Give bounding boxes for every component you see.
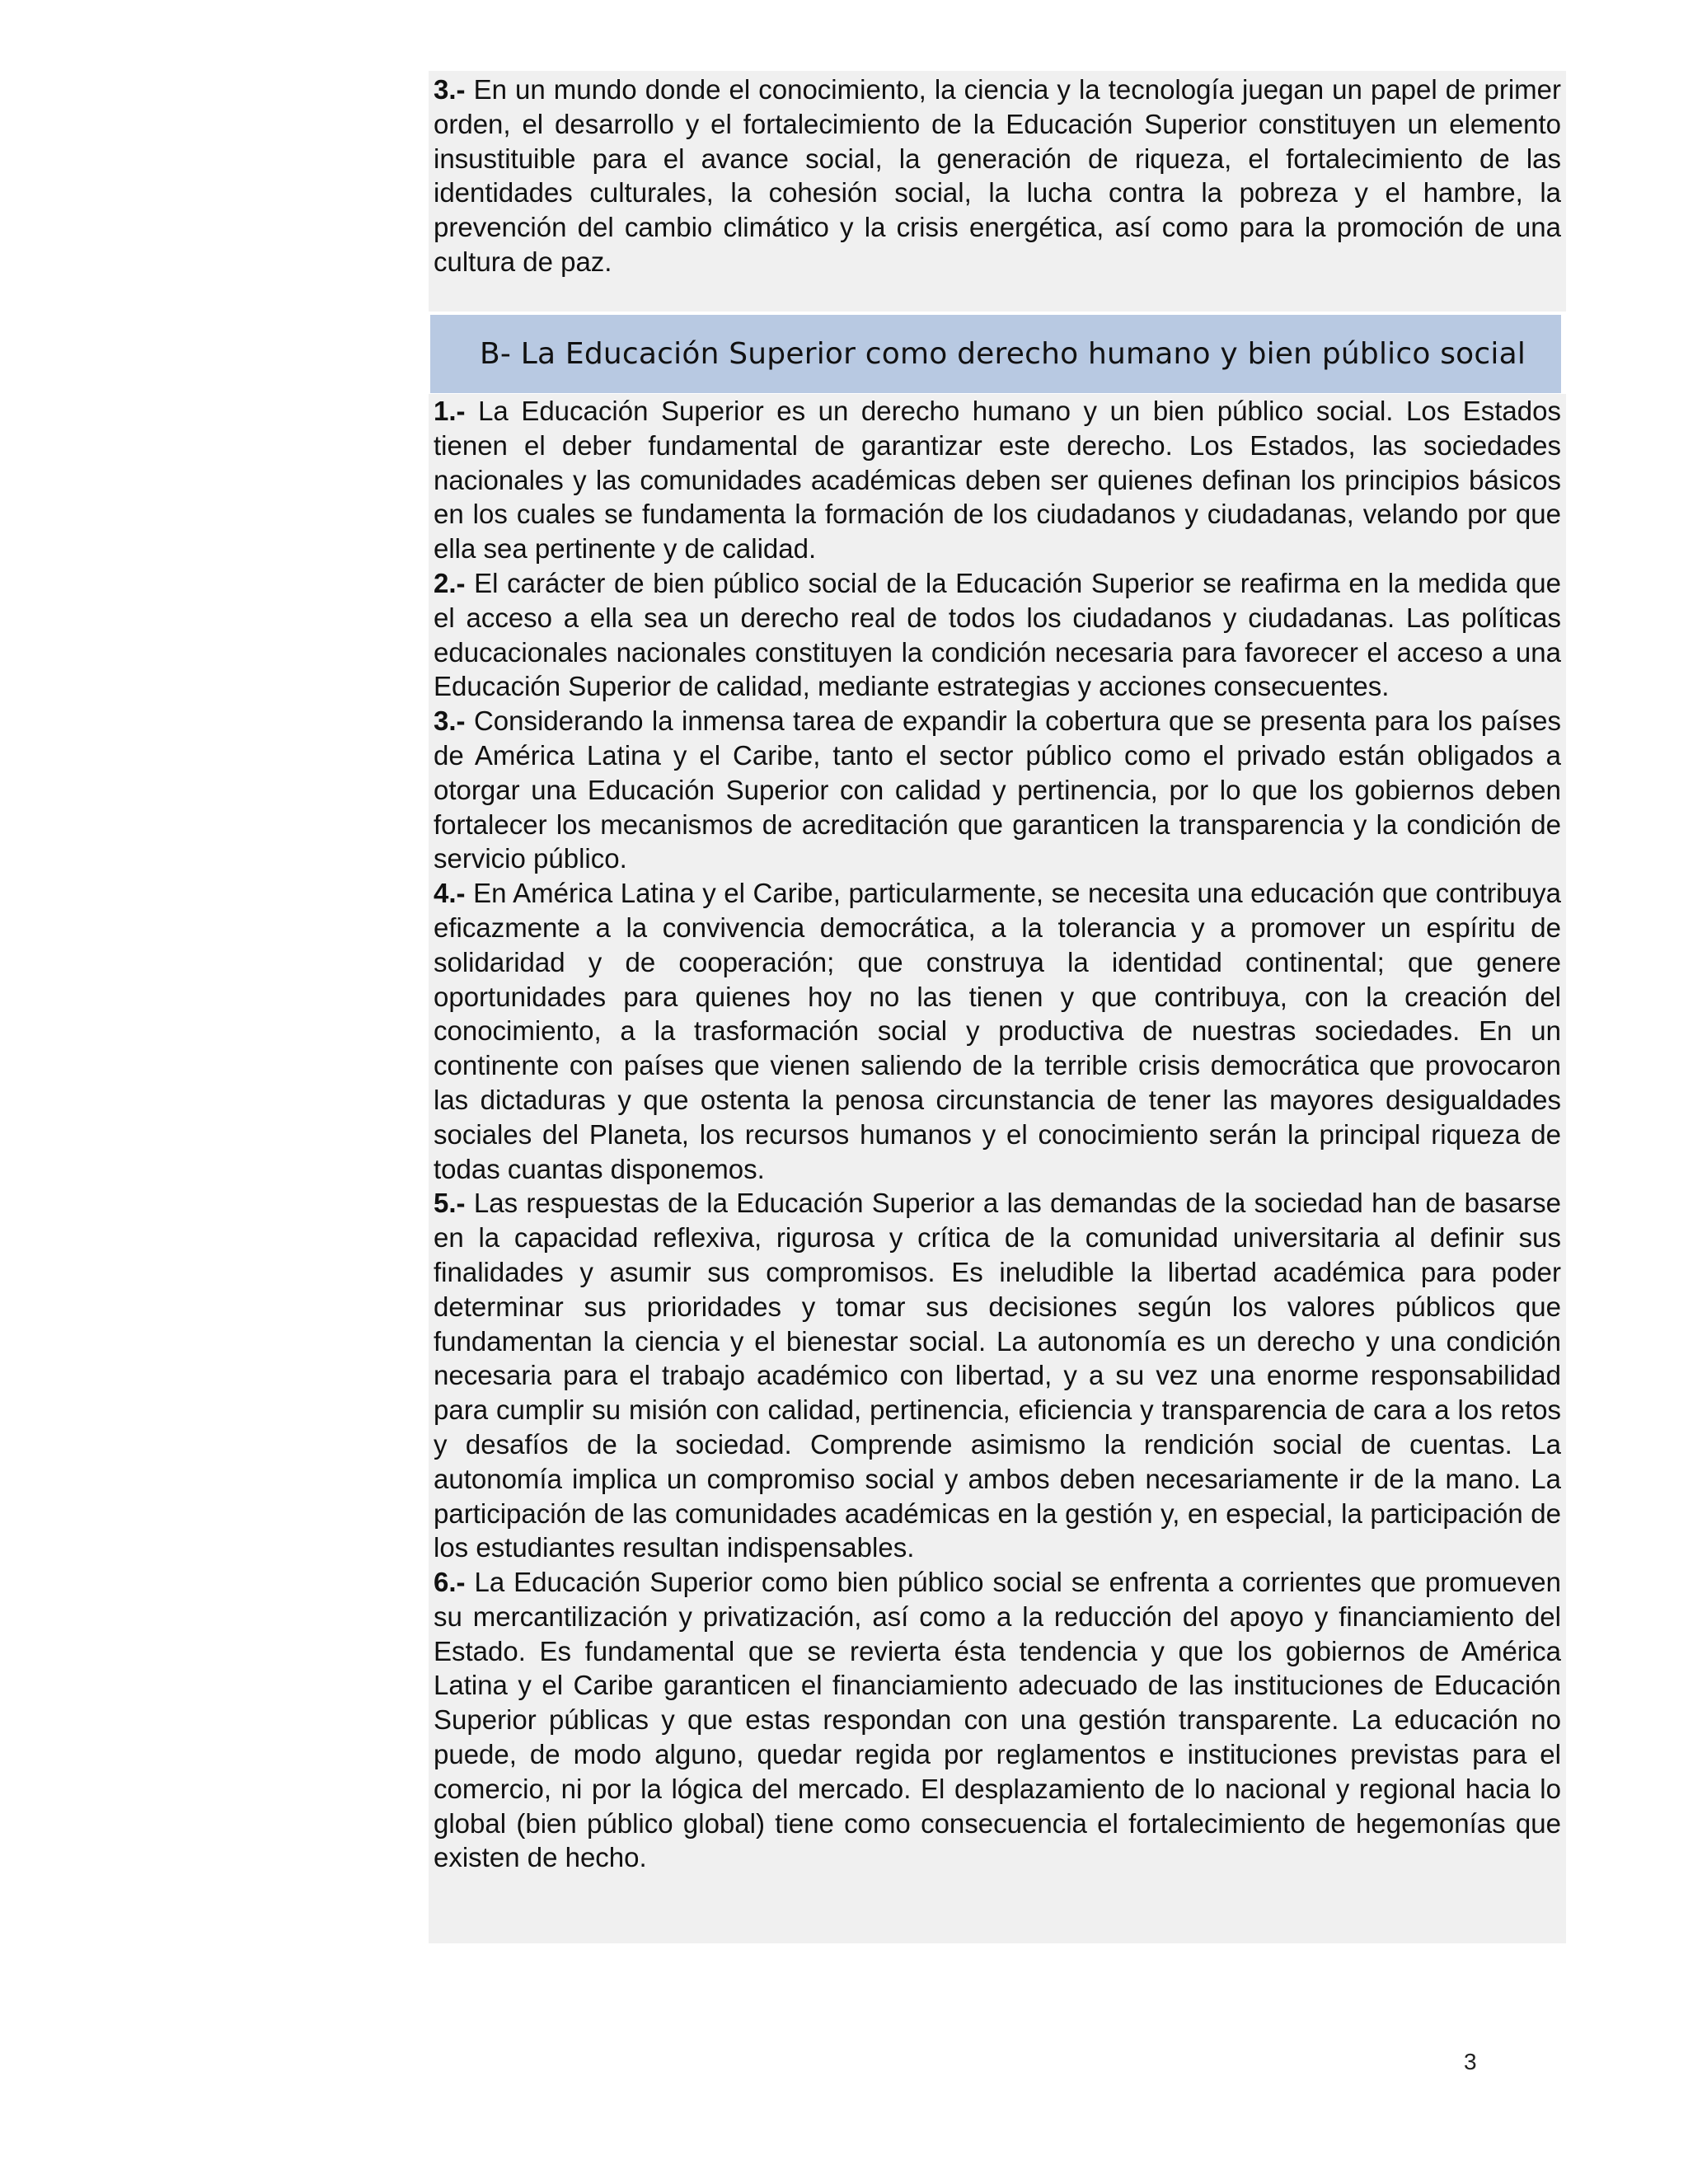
paragraph-number: 1.-: [434, 396, 466, 426]
paragraph-a3: [434, 73, 1561, 279]
paragraph-b2: [434, 566, 1561, 704]
page-number: 3: [1464, 2049, 1477, 2074]
paragraph-number: 5.-: [434, 1188, 466, 1219]
paragraph-number: 3.-: [434, 705, 466, 737]
paragraph-b6: [434, 1565, 1561, 1875]
paragraph-b4: [434, 876, 1561, 1186]
section-body: [429, 394, 1566, 1943]
paragraph-text: El carácter de bien público social de la Educación Superior se reafirma en la medida que el acceso a ella sea un derecho real de todos los ciudadanos y ciudadanas. Las políticas educacionales nacionales constituyen la condición necesaria para favorecer el acceso a una Educación Superior de calidad, mediante estrategias y acciones consecuentes.: [434, 567, 1561, 702]
paragraph-text: Considerando la inmensa tarea de expandir la cobertura que se presenta para los países de América Latina y el Caribe, tanto el sector público como el privado están obligados a otorgar una Educación Superior con calidad y pertinencia, por lo que los gobiernos deben fortalecer los mecanismos de acreditación que garanticen la transparencia y la condición de servicio público.: [434, 705, 1561, 874]
paragraph-text: La Educación Superior es un derecho humano y un bien público social. Los Estados tienen el deber fundamental de garantizar este derecho. Los Estados, las sociedades nacionales y las comunidades académicas deben ser quienes definan los principios básicos en los cuales se fundamenta la formación de los ciudadanos y ciudadanas, velando por que ella sea pertinente y de calidad.: [434, 396, 1561, 565]
paragraph-number: 6.-: [434, 1567, 466, 1598]
paragraph-b3: [434, 704, 1561, 876]
paragraph-number: 2.-: [434, 567, 466, 598]
section-heading: B- La Educación Superior como derecho humano y bien público social: [480, 337, 1526, 371]
paragraph-text: En un mundo donde el conocimiento, la ciencia y la tecnología juegan un papel de primer orden, el desarrollo y el fortalecimiento de la Educación Superior constituyen un elemento insustituible para el avance social, la generación de riqueza, el fortalecimiento de las identidades culturales, la cohesión social, la lucha contra la pobreza y el hambre, la prevención del cambio climático y la crisis energética, así como para la promoción de una cultura de paz.: [434, 74, 1561, 277]
paragraph-text: Las respuestas de la Educación Superior a las demandas de la sociedad han de basarse en la capacidad reflexiva, rigurosa y crítica de la comunidad universitaria al definir sus finalidades y asumir sus compromisos. Es ineludible la libertad académica para poder determinar sus prioridades y tomar sus decisiones según los valores públicos que fundamentan la ciencia y el bienestar social. La autonomía es un derecho y una condición necesaria para el trabajo académico con libertad, y a su vez una enorme responsabilidad para cumplir su misión con calidad, pertinencia, eficiencia y transparencia de cara a los retos y desafíos de la sociedad. Comprende asimismo la rendición social de cuentas. La autonomía implica un compromiso social y ambos deben necesariamente ir de la mano. La participación de las comunidades académicas en la gestión y, en especial, la participación de los estudiantes resultan indispensables.: [434, 1188, 1561, 1563]
paragraph-text: La Educación Superior como bien público social se enfrenta a corrientes que promueven su mercantilización y privatización, así como a la reducción del apoyo y financiamiento del Estado. Es fundamental que se revierta ésta tendencia y que los gobiernos de América Latina y el Caribe garanticen el financiamiento adecuado de las instituciones de Educación Superior públicas y que estas respondan con una gestión transparente. La educación no puede, de modo alguno, quedar regida por reglamentos e instituciones previstas para el comercio, ni por la lógica del mercado. El desplazamiento de lo nacional y regional hacia lo global (bien público global) tiene como consecuencia el fortalecimiento de hegemonías que existen de hecho.: [434, 1567, 1561, 1873]
paragraph-text: En América Latina y el Caribe, particularmente, se necesita una educación que contribuya eficazmente a la convivencia democrática, a la tolerancia y a promover un espíritu de solidaridad y de cooperación; que construya la identidad continental; que genere oportunidades para quienes hoy no las tienen y que contribuya, con la creación del conocimiento, a la trasformación social y productiva de nuestras sociedades. En un continente con países que vienen saliendo de la terrible crisis democrática que provocaron las dictaduras y que ostenta la penosa circunstancia de tener las mayores desigualdades sociales del Planeta, los recursos humanos y el conocimiento serán la principal riqueza de todas cuantas disponemos.: [434, 878, 1561, 1184]
paragraph-b1: [434, 394, 1561, 566]
paragraph-number: 3.-: [434, 74, 466, 105]
paragraph-b5: [434, 1186, 1561, 1565]
intro-block: [429, 71, 1566, 312]
paragraph-number: 4.-: [434, 878, 466, 909]
section-heading-bar: [430, 315, 1561, 393]
